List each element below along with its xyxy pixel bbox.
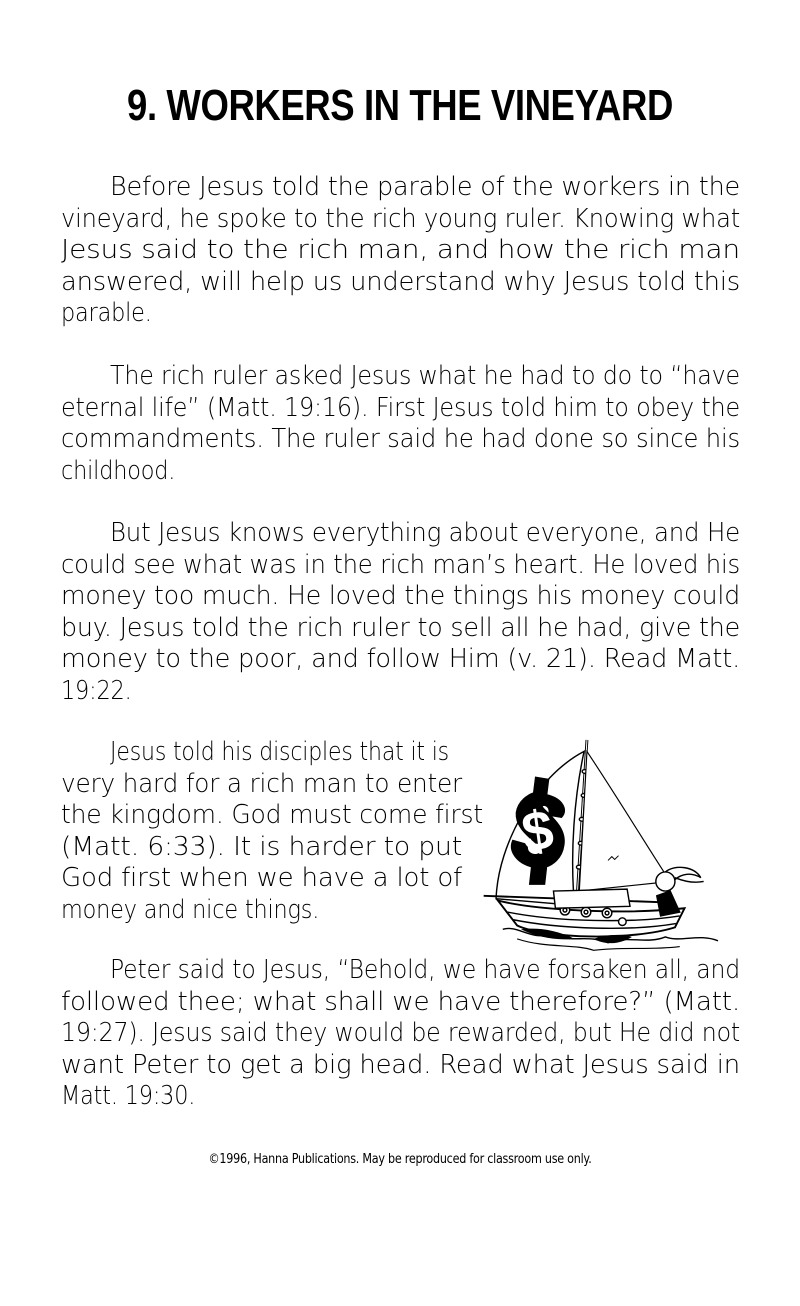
text-line xyxy=(61,267,740,299)
text-line xyxy=(61,769,481,801)
text-line xyxy=(61,895,481,927)
text-line-content: 19:22. xyxy=(61,675,132,706)
text-line-content: Jesus said to the rich man, and how the rich man xyxy=(61,235,740,266)
text-line xyxy=(61,832,481,864)
text-line-content: followed thee; what shall we have therefore?” (Matt. xyxy=(61,986,740,1017)
text-line xyxy=(61,550,740,582)
page-title: 9. WORKERS IN THE VINEYARD xyxy=(127,81,673,130)
text-line-content: (Matt. 6:33). It is harder to put xyxy=(61,831,462,862)
text-line-content: 19:27). Jesus said they would be rewarded, but He did not xyxy=(61,1018,740,1049)
text-line-content: very hard for a rich man to enter xyxy=(61,768,462,799)
text-line xyxy=(61,644,740,676)
text-line xyxy=(61,863,481,895)
text-line xyxy=(61,204,740,236)
text-line xyxy=(61,235,740,267)
text-line xyxy=(61,361,740,393)
text-line xyxy=(61,298,740,330)
text-line xyxy=(61,424,740,456)
text-line-content: money to the poor, and follow Him (v. 21). Read Matt. xyxy=(61,644,740,675)
sailboat-dollar-sail-icon xyxy=(476,738,740,958)
text-line xyxy=(61,1050,740,1082)
text-line-content: Jesus told his disciples that it is xyxy=(109,737,449,767)
paragraph-1 xyxy=(61,172,740,330)
paragraph-2 xyxy=(61,361,740,487)
svg-text:$: $ xyxy=(517,798,558,864)
text-line xyxy=(61,172,740,204)
text-line-content: vineyard, he spoke to the rich young ruler. Knowing what xyxy=(61,203,740,234)
paragraph-5 xyxy=(61,955,740,1113)
paragraph-4 xyxy=(61,737,481,927)
text-line-content: The rich ruler asked Jesus what he had to do to “have xyxy=(109,361,740,391)
text-line xyxy=(61,581,740,613)
text-line-content: God first when we have a lot of xyxy=(61,863,463,894)
text-line-content: money too much. He loved the things his money could xyxy=(61,581,740,612)
text-line xyxy=(61,1081,740,1113)
text-line-content: could see what was in the rich man’s heart. He loved his xyxy=(61,549,740,580)
text-line xyxy=(61,987,740,1019)
text-line xyxy=(61,1018,740,1050)
text-line-content: buy. Jesus told the rich ruler to sell all he had, give the xyxy=(61,612,740,643)
text-line-content: childhood. xyxy=(61,455,176,486)
text-line xyxy=(61,613,740,645)
text-line-content: the kingdom. God must come first xyxy=(61,800,483,831)
text-line xyxy=(61,676,740,708)
text-line xyxy=(61,518,740,550)
copyright-footer: ©1996, Hanna Publications. May be reproduced for classroom use only. xyxy=(208,1152,592,1167)
text-line xyxy=(61,737,481,769)
text-line-content: Matt. 19:30. xyxy=(61,1081,196,1112)
text-line-content: parable. xyxy=(61,298,152,329)
text-line-content: Peter said to Jesus, “Behold, we have forsaken all, and xyxy=(109,955,740,985)
text-line-content: want Peter to get a big head. Read what Jesus said in xyxy=(61,1049,740,1080)
text-line xyxy=(61,456,740,488)
text-line-content: money and nice things. xyxy=(61,894,320,925)
text-line xyxy=(61,393,740,425)
text-line-content: commandments. The ruler said he had done so since his xyxy=(61,424,740,455)
text-line-content: answered, will help us understand why Jesus told this xyxy=(61,266,740,297)
text-line xyxy=(61,800,481,832)
text-line-content: Before Jesus told the parable of the workers in the xyxy=(109,172,740,202)
text-line xyxy=(61,955,740,987)
text-line-content: eternal life” (Matt. 19:16). First Jesus told him to obey the xyxy=(61,392,740,423)
text-line-content: But Jesus knows everything about everyone, and He xyxy=(109,518,740,548)
paragraph-3 xyxy=(61,518,740,708)
